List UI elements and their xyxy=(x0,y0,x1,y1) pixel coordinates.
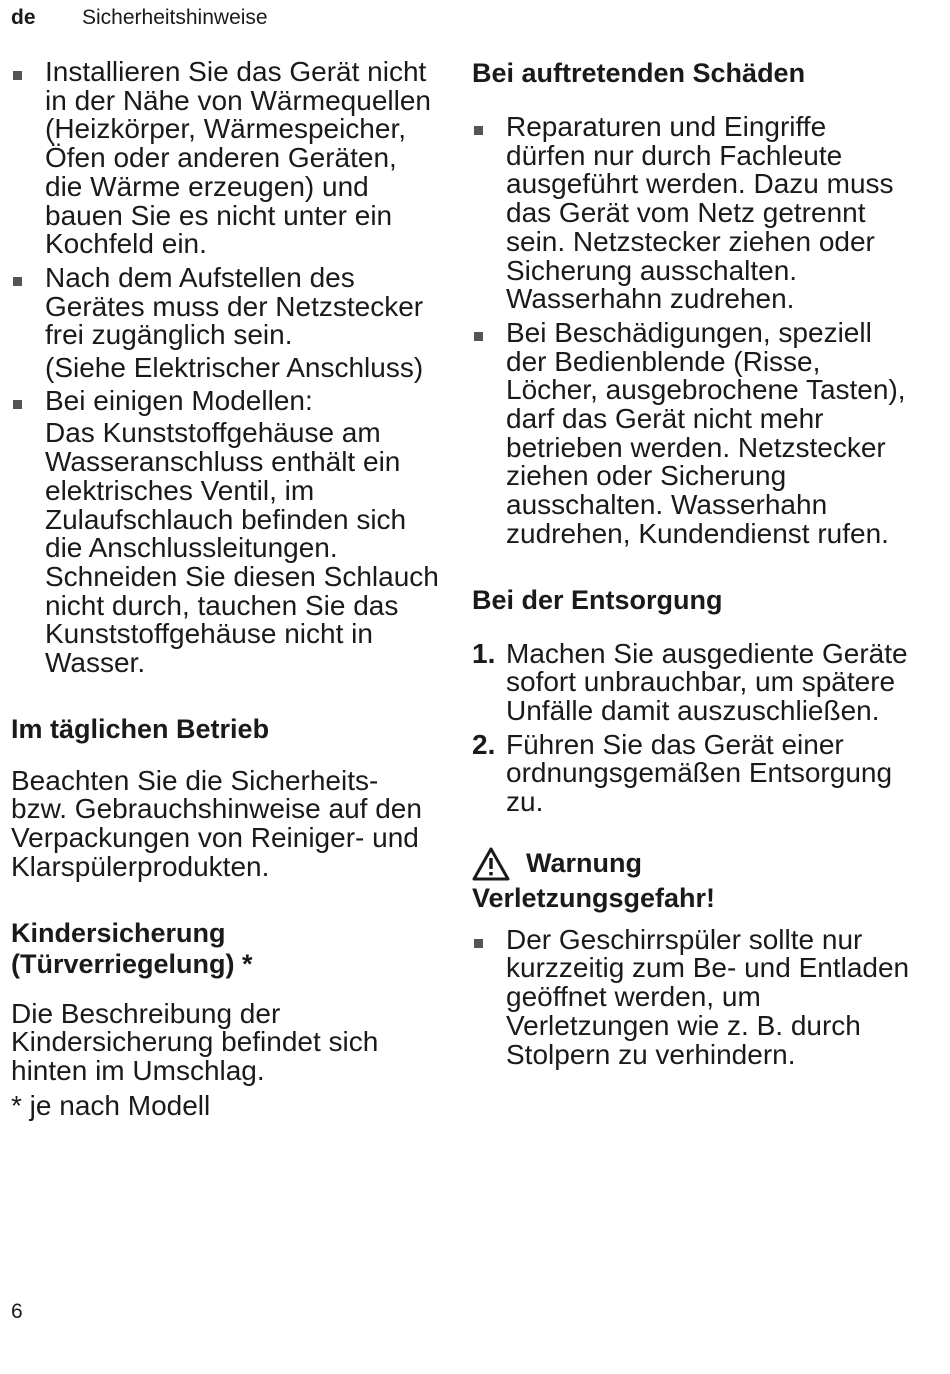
bullet-square-icon xyxy=(13,71,22,80)
page-number: 6 xyxy=(11,1300,23,1323)
warning-heading: Warnung xyxy=(472,847,912,881)
child-lock-text: Die Beschreibung der Kindersicherung befindet sich hinten im Umschlag. xyxy=(11,997,379,1086)
list-item: Reparaturen und Eingriffe dürfen nur durch Fachleute ausgeführt werden. Dazu muss das Gerät vom Netz getrennt sein. Netzstecker ziehen oder Sicherung ausschalten. Wasserhahn zudrehen. xyxy=(472,113,912,314)
section-heading-daily: Im täglichen Betrieb xyxy=(11,713,270,744)
warning-title: Verletzungsgefahr! xyxy=(472,882,716,913)
list-item: Der Geschirrspüler sollte nur kurzzeitig zum Be- und Entladen geöffnet werden, um Verletzungen wie z. B. durch Stolpern zu verhindern. xyxy=(472,926,912,1070)
bullet-square-icon xyxy=(13,277,22,286)
model-footnote: * je nach Modell xyxy=(11,1089,211,1121)
models-description: Das Kunststoffgehäuse am Wasseranschluss enthält ein elektrisches Ventil, im Zulaufschlauch befinden sich die Anschlussleitungen. Schneiden Sie diesen Schlauch nicht durch, tauchen Sie das Kunststoffgehäuse nicht in Wasser. xyxy=(45,417,439,679)
numbered-step: 2. Führen Sie das Gerät einer ordnungsgemäßen Entsorgung zu. xyxy=(472,728,893,818)
list-item: Installieren Sie das Gerät nicht in der Nähe von Wärmequellen (Heizkörper, Wärmespeicher, Öfen oder anderen Geräten, die Wärme erzeugen) und bauen Sie es nicht unter ein Kochfeld ein. xyxy=(11,58,441,259)
section-title: Sicherheitshinweise xyxy=(82,6,268,29)
bullet-square-icon xyxy=(474,939,483,948)
see-electrical-note: (Siehe Elektrischer Anschluss) xyxy=(45,352,424,384)
list-item: Bei einigen Modellen: xyxy=(11,387,441,416)
daily-text: Beachten Sie die Sicherheits- bzw. Gebrauchshinweise auf den Verpackungen von Reiniger- und Klarspülerprodukten. xyxy=(11,764,422,882)
bullet-square-icon xyxy=(13,400,22,409)
bullet-square-icon xyxy=(474,126,483,135)
warning-block xyxy=(472,847,912,1070)
page-header xyxy=(11,6,268,30)
section-heading-child-lock: Kindersicherung (Türverriegelung) * xyxy=(11,917,253,979)
language-code: de xyxy=(11,6,36,29)
bullet-square-icon xyxy=(474,332,483,341)
numbered-step: 1. Machen Sie ausgediente Geräte sofort unbrauchbar, um spätere Unfälle damit auszuschließen. xyxy=(472,637,908,726)
list-item: Nach dem Aufstellen des Gerätes muss der Netzstecker frei zugänglich sein. xyxy=(11,264,441,350)
list-item: Bei Beschädigungen, speziell der Bedienblende (Risse, Löcher, ausgebrochene Tasten), darf das Gerät nicht mehr betrieben werden. Netzstecker ziehen oder Sicherung ausschalten. Wasserhahn zudrehen, Kundendienst rufen. xyxy=(472,319,912,549)
left-column xyxy=(11,58,441,1120)
right-column xyxy=(472,58,912,1069)
section-heading-disposal: Bei der Entsorgung xyxy=(472,584,723,615)
section-heading-damage: Bei auftretenden Schäden xyxy=(472,58,806,88)
warning-triangle-icon xyxy=(472,847,510,881)
